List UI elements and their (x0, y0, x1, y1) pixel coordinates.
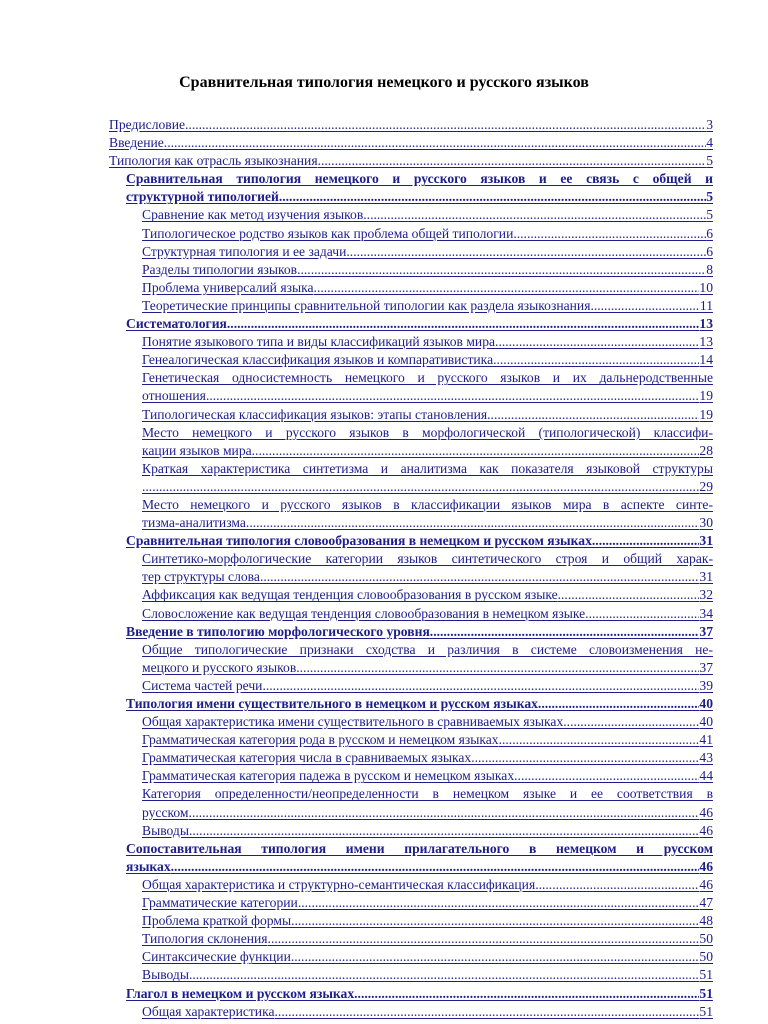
toc-entry-title: Систематология (126, 316, 227, 332)
dot-leader (314, 279, 700, 297)
toc-entry[interactable] (0, 749, 713, 767)
toc-entry[interactable] (0, 695, 713, 713)
toc-entry-page: 41 (699, 732, 713, 748)
toc-entry-title-line1: Синтетико-морфологические категории языков синтетического строя и общий харак- (142, 551, 713, 567)
dot-leader (164, 134, 706, 152)
toc-entry-title: Генеалогическая классификация языков и компаративистика (142, 352, 494, 368)
dot-leader (246, 514, 699, 532)
toc-entry[interactable] (0, 550, 713, 586)
toc-entry-title: мецкого и русского языков (142, 659, 297, 675)
toc-entry-title: Система частей речи (142, 677, 263, 693)
toc-entry-title: языках (126, 858, 171, 874)
toc-entry-title: Сравнительная типология словообразования в немецком и русском языках (126, 533, 592, 549)
toc-entry[interactable] (0, 134, 713, 152)
dot-leader (279, 188, 706, 206)
toc-entry[interactable] (0, 351, 713, 369)
toc-entry[interactable] (0, 713, 713, 731)
dot-leader (206, 387, 699, 405)
toc-entry[interactable] (0, 876, 713, 894)
toc-entry-title: Типология как отрасль языкознания (109, 153, 318, 169)
toc-entry-title: Выводы (142, 822, 189, 838)
toc-entry-page: 44 (699, 768, 713, 784)
toc-entry-page: 40 (699, 696, 713, 711)
toc-entry-page: 40 (699, 714, 713, 730)
dot-leader (363, 206, 706, 224)
dot-leader (493, 351, 699, 369)
toc-entry[interactable] (0, 279, 713, 297)
dot-leader (262, 677, 699, 695)
toc-entry-title: отношения (142, 388, 206, 404)
toc-entry-title: Общая характеристика (142, 1003, 275, 1019)
toc-entry-page: 30 (699, 515, 713, 531)
toc-entry-title: структурной типологией (126, 189, 279, 205)
toc-entry[interactable] (0, 225, 713, 243)
toc-entry[interactable] (0, 767, 713, 785)
dot-leader (590, 297, 699, 315)
toc-entry-page: 8 (706, 261, 713, 277)
dot-leader (535, 876, 699, 894)
dot-leader (298, 894, 700, 912)
toc-entry-page: 46 (699, 876, 713, 892)
toc-entry-title-line1: Генетическая односистемность немецкого и русского языков и их дальнеродственные (142, 370, 713, 386)
toc-entry-page: 6 (706, 225, 713, 241)
toc-entry[interactable] (0, 261, 713, 279)
toc-entry-page: 39 (699, 677, 713, 693)
toc-entry-page: 37 (699, 623, 713, 639)
toc-entry[interactable] (0, 785, 713, 821)
dot-leader (189, 804, 700, 822)
dot-leader (268, 930, 700, 948)
dot-leader (142, 478, 699, 496)
toc-entry-page: 47 (699, 895, 713, 911)
toc-entry-title: Аффиксация как ведущая тенденция словообразования в русском языке (142, 587, 558, 603)
toc-entry[interactable] (0, 894, 713, 912)
toc-entry-page: 28 (699, 442, 713, 458)
toc-entry-page: 13 (699, 334, 713, 350)
toc-entry[interactable] (0, 152, 713, 170)
toc-entry-title: Словосложение как ведущая тенденция словообразования в немецком языке (142, 605, 586, 621)
dot-leader (563, 713, 699, 731)
toc-entry[interactable] (0, 170, 713, 206)
toc-entry[interactable] (0, 731, 713, 749)
toc-entry-page: 32 (699, 587, 713, 603)
dot-leader (275, 1003, 700, 1021)
toc-entry-title: Синтаксические функции (142, 949, 291, 965)
dot-leader (297, 261, 706, 279)
dot-leader (430, 623, 700, 641)
toc-entry[interactable] (0, 315, 713, 333)
toc-entry-page: 50 (699, 931, 713, 947)
toc-entry[interactable] (0, 985, 713, 1003)
dot-leader (252, 442, 700, 460)
toc-entry-title-line1: Сопоставительная типология имени прилагательного в немецком и русском (126, 840, 713, 856)
toc-entry[interactable] (0, 460, 713, 496)
toc-entry[interactable] (0, 641, 713, 677)
dot-leader (592, 532, 700, 550)
toc-entry-page: 51 (699, 1003, 713, 1019)
toc-entry-title: Сравнение как метод изучения языков (142, 207, 364, 223)
dot-leader (538, 695, 699, 713)
toc-entry-title: Грамматическая категория падежа в русском и немецком языках (142, 768, 515, 784)
dot-leader (495, 333, 699, 351)
dot-leader (291, 912, 699, 930)
toc-entry-title: Типология склонения (142, 931, 268, 947)
toc-entry-title-line1: Сравнительная типология немецкого и русского языков и ее связь с общей и (126, 171, 713, 187)
toc-entry-page: 51 (699, 985, 713, 1001)
dot-leader (185, 116, 706, 134)
toc-entry[interactable] (0, 840, 713, 876)
toc-entry-title: тер структуры слова (142, 569, 260, 585)
toc-entry-page: 6 (706, 243, 713, 259)
dot-leader (354, 985, 699, 1003)
dot-leader (260, 568, 699, 586)
toc-entry-title: Общая характеристика и структурно-семантическая классификация (142, 876, 536, 892)
toc-entry-page: 46 (699, 804, 713, 820)
toc-entry-page: 46 (699, 822, 713, 838)
dot-leader (171, 858, 700, 876)
toc-entry[interactable] (0, 966, 713, 984)
dot-leader (514, 767, 699, 785)
toc-entry-page: 19 (699, 406, 713, 422)
toc-entry[interactable] (0, 496, 713, 532)
toc-entry-page: 5 (706, 153, 713, 169)
toc-entry-page: 46 (699, 858, 713, 874)
toc-entry-title: тизма-аналитизма (142, 515, 246, 531)
toc-entry-page: 3 (706, 117, 713, 132)
toc-entry-page: 34 (699, 605, 713, 621)
toc-entry-page: 50 (699, 949, 713, 965)
toc-entry-title: Структурная типология и ее задачи (142, 243, 347, 259)
toc-entry-title-line1: Общие типологические признаки сходства и различия в системе словоизменения не- (142, 641, 713, 657)
dot-leader (291, 948, 700, 966)
toc-entry-title: Типология имени существительного в немецком и русском языках (126, 696, 538, 711)
toc-entry[interactable] (0, 297, 713, 315)
toc-entry[interactable] (0, 912, 713, 930)
dot-leader (296, 659, 699, 677)
toc-entry-title: Проблема краткой формы (142, 913, 292, 929)
toc-entry[interactable] (0, 116, 713, 134)
dot-leader (558, 586, 700, 604)
toc-entry-page: 11 (699, 297, 713, 313)
toc-entry-page: 29 (699, 478, 713, 494)
toc-entry-title: Типологическая классификация языков: этапы становления (142, 406, 488, 422)
toc-entry[interactable] (0, 406, 713, 424)
page-title: Сравнительная типология немецкого и русского языков (179, 74, 589, 91)
toc-entry-title: Введение в типологию морфологического уровня (126, 623, 430, 639)
toc-entry-title: Типологическое родство языков как проблема общей типологии (142, 225, 514, 241)
toc-entry-title: Грамматическая категория рода в русском и немецком языках (142, 732, 499, 748)
toc-entry[interactable] (0, 333, 713, 351)
dot-leader (513, 225, 706, 243)
toc-entry-title: Введение (109, 135, 164, 151)
toc-entry-title: кации языков мира (142, 442, 252, 458)
table-of-contents (0, 116, 768, 1021)
toc-entry-title: Проблема универсалий языка (142, 279, 314, 295)
toc-entry[interactable] (0, 677, 713, 695)
toc-entry-page: 48 (699, 913, 713, 929)
dot-leader (318, 152, 707, 170)
toc-entry[interactable] (0, 369, 713, 405)
toc-entry-title: Разделы типологии языков (142, 261, 298, 277)
dot-leader (189, 966, 699, 984)
toc-entry[interactable] (0, 930, 713, 948)
toc-entry[interactable] (0, 532, 713, 550)
dot-leader (346, 243, 706, 261)
toc-entry[interactable] (0, 1003, 713, 1021)
toc-entry-page: 31 (699, 569, 713, 585)
toc-entry[interactable] (0, 822, 713, 840)
toc-entry-title: Грамматические категории (142, 895, 298, 911)
toc-entry[interactable] (0, 424, 713, 460)
dot-leader (487, 406, 699, 424)
toc-entry-page: 43 (699, 750, 713, 766)
toc-entry-page: 10 (699, 279, 713, 295)
toc-entry-title: Выводы (142, 967, 189, 983)
toc-entry-title-line1: Место немецкого и русского языков в морфологической (типологической) классифи- (142, 424, 713, 440)
toc-entry-page: 37 (699, 659, 713, 675)
toc-entry[interactable] (0, 206, 713, 224)
toc-entry-page: 5 (706, 189, 713, 205)
toc-entry-page: 13 (699, 316, 713, 332)
toc-entry-page: 4 (706, 135, 713, 151)
dot-leader (471, 749, 699, 767)
toc-entry-title-line1: Категория определенности/неопределенности в немецком языке и ее соответствия в (142, 786, 713, 802)
toc-entry-page: 51 (699, 967, 713, 983)
toc-entry-title: Общая характеристика имени существительного в сравниваемых языках (142, 714, 564, 730)
toc-entry-title: Грамматическая категория числа в сравниваемых языках (142, 750, 472, 766)
dot-leader (585, 605, 699, 623)
toc-entry-title: русском (142, 804, 189, 820)
dot-leader (189, 822, 699, 840)
toc-entry-page: 19 (699, 388, 713, 404)
toc-entry-title: Понятие языкового типа и виды классификаций языков мира (142, 334, 496, 350)
dot-leader (499, 731, 700, 749)
toc-entry-page: 5 (706, 207, 713, 223)
toc-entry[interactable] (0, 243, 713, 261)
toc-entry-title: Теоретические принципы сравнительной типологии как раздела языкознания (142, 297, 591, 313)
toc-entry[interactable] (0, 948, 713, 966)
toc-entry-title: Предисловие (109, 117, 186, 132)
toc-entry-title: Глагол в немецком и русском языках (126, 985, 355, 1001)
toc-entry[interactable] (0, 605, 713, 623)
dot-leader (227, 315, 700, 333)
toc-entry-title-line1: Место немецкого и русского языков в классификации языков мира в аспекте синте- (142, 496, 713, 512)
toc-entry-page: 31 (699, 533, 713, 549)
toc-entry-title-line1: Краткая характеристика синтетизма и аналитизма как показателя языковой структуры (142, 460, 713, 476)
toc-entry[interactable] (0, 586, 713, 604)
toc-entry[interactable] (0, 623, 713, 641)
toc-entry-page: 14 (699, 352, 713, 368)
